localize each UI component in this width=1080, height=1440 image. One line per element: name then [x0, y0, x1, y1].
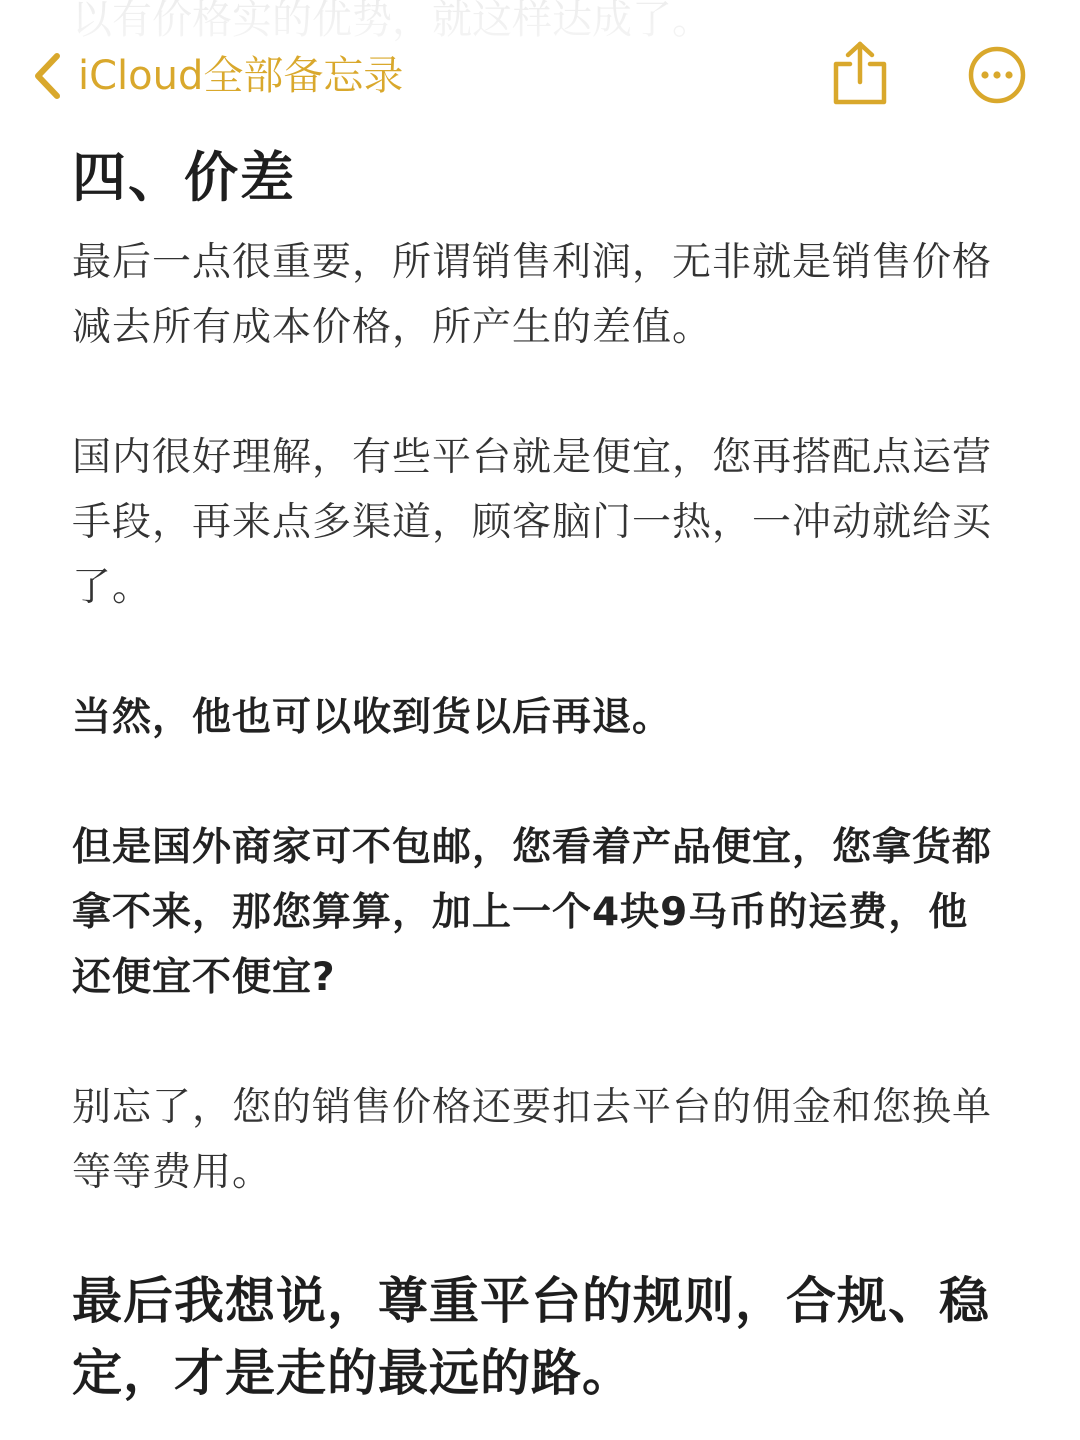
- back-button-label: iCloud全部备忘录: [78, 53, 404, 99]
- navigation-bar: [0, 0, 1080, 140]
- paragraph-domestic-market: 国内很好理解，有些平台就是便宜，您再搭配点运营手段，再来点多渠道，顾客脑门一热，一冲动就给买了。: [72, 435, 993, 610]
- blank-line: [72, 1010, 992, 1075]
- paragraph-returns: 当然，他也可以收到货以后再退。: [72, 695, 673, 740]
- blank-line: [72, 750, 992, 815]
- section-title: 四、价差: [72, 146, 296, 209]
- closing-statement: 最后我想说，尊重平台的规则，合规、稳定，才是走的最远的路。: [72, 1272, 990, 1402]
- paragraph-platform-fees: 别忘了，您的销售价格还要扣去平台的佣金和您换单等等费用。: [72, 1085, 993, 1195]
- chevron-left-icon: [30, 50, 64, 102]
- blank-line: [72, 620, 992, 685]
- ellipsis-circle-icon[interactable]: [968, 46, 1026, 104]
- paragraph-shipping-cost: 但是国外商家可不包邮，您看着产品便宜，您拿货都拿不来，那您算算，加上一个4块9马币的运费，他还便宜不便宜?: [72, 825, 993, 1000]
- back-button[interactable]: [30, 46, 403, 106]
- paragraph-profit-definition: 最后一点很重要，所谓销售利润，无非就是销售价格减去所有成本价格，所产生的差值。: [72, 240, 993, 350]
- share-icon[interactable]: [832, 40, 888, 106]
- blank-line: [72, 360, 992, 425]
- blank-line: [72, 1205, 992, 1265]
- note-body[interactable]: [72, 140, 992, 1409]
